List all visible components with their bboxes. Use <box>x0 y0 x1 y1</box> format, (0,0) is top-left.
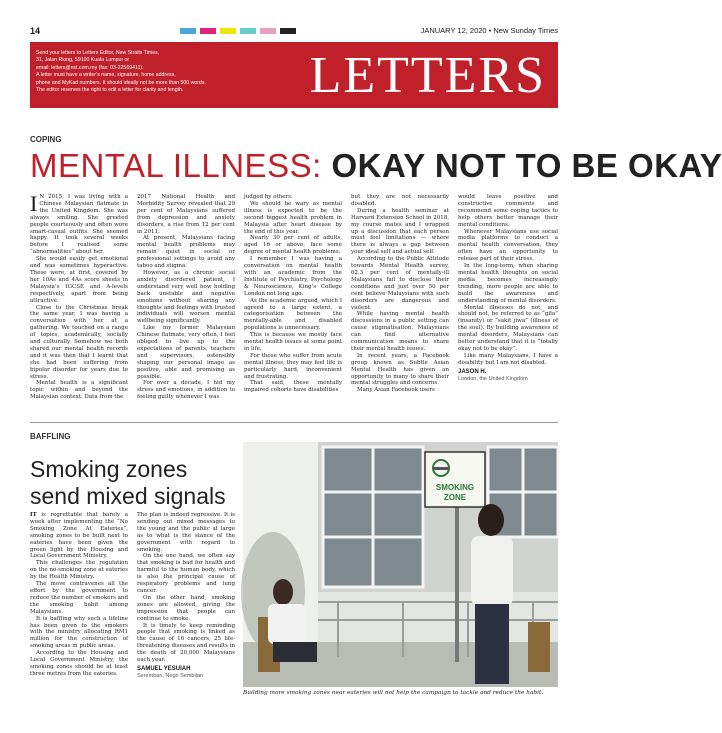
article-column <box>458 194 558 416</box>
photo-caption: Building more smoking zones near eateries will not help the campaign to tackle and reduce the habit. <box>243 690 544 696</box>
info-line: email: letters@nst.com.my (fax: 03-22569411). <box>36 64 144 71</box>
headline-line: Smoking zones <box>30 456 188 482</box>
paragraph <box>30 512 128 560</box>
paragraph: The move contravenes all the effort by the government to reduce the number of smokers and the smoking habit among Malaysians. <box>30 581 128 615</box>
page-header-bar <box>30 26 558 40</box>
headline-part: OKAY NOT TO BE OKAY <box>331 147 722 184</box>
paragraph: According to the Public Attitude towards Mental Health survey, 62.3 per cent of mentally-ill Malaysians fail to disclose their conditions and just over 50 per cent believe Malaysians with such disorders are dangerous and violent. <box>351 256 449 311</box>
headline-part: MENTAL ILLNESS: <box>30 147 332 184</box>
signature-name: JASON H. <box>458 368 487 375</box>
signature-location: London, the United Kingdom <box>458 375 528 382</box>
paragraph: For over a decade, I hid my stress and emotions, in addition to feeling guilty whenever I was <box>137 380 235 401</box>
paragraph: At present, Malaysians facing mental health problems may remain quiet in social or professional settings to avoid any taboo and stigma. <box>137 235 235 270</box>
paragraph: I remember I was having a conversation on mental health with an academic from the Institute of Psychiatry, Psychology & Neuroscience, King’s College London not long ago. <box>244 256 342 297</box>
paragraph: While having mental health discussions in a public setting can cause stigmatisation, Malaysians can find alternative communication means to share their mental health issues. <box>351 311 449 352</box>
paragraph: As the academic argued, which I agreed to a large extent, a categorisation between the mentally-able and disabled populations is unnecessary. <box>244 297 342 332</box>
paragraph: This is because we mostly face mental health issues at some point in life. <box>244 332 342 352</box>
article-column <box>137 512 235 727</box>
info-line: The editor reserves the right to edit a letter for clarity and length. <box>36 87 184 94</box>
signature-location: Seremban, Negri Sembilan <box>137 672 204 679</box>
paragraph: This challenges the regulation on the no-smoking zone at eateries by the Health Ministry. <box>30 560 128 581</box>
paragraph: Like my former Malaysian Chinese flatmate, very often, I feel obliged to live up to the expectations of parents, teachers and supervisors, ostensibly shaping our personal image as positive, able and promising as possible. <box>137 325 235 380</box>
color-registration-swatches <box>180 28 296 34</box>
photo-illustration <box>243 442 558 687</box>
paragraph: During a health seminar at Harvard Extension School in 2018, my course mates and I wrapped up a discussion that each person must feel limitations — where there is always a gap between your ideal self and actual self. <box>351 207 449 256</box>
article-column <box>137 194 235 416</box>
headline <box>30 456 230 510</box>
page-number: 14 <box>30 26 41 36</box>
section-divider <box>30 422 558 423</box>
paragraph: It is timely to keep reminding people that smoking is linked as the cause of 16 cancers, 25 life-threatening diseases and results in the death of 20,000 Malaysians each year. <box>137 622 235 664</box>
paragraph: On the other hand, smoking zones are allowed, giving the impression that people can continue to smoke. <box>137 594 235 622</box>
paragraph: According to the Housing and Local Government Ministry, the smoking zones should be at least three metres from the eateries. <box>30 650 128 677</box>
paragraph: 2017 National Health and Morbidity Survey revealed that 29 per cent of Malaysians suffered from depression and anxiety disorders, a rise from 12 per cent in 2011. <box>137 194 235 235</box>
signature-name: SAMUEL YESUIAH <box>137 665 191 672</box>
swatch <box>240 28 256 34</box>
paragraph: For those who suffer from acute mental illness, they may feel life is particularly hard, inconvenient and frustrating. <box>244 352 342 380</box>
paragraph: The plan is indeed regressive. It is sending out mixed messages to the young and the public at large as to what is the stance of the government with regard to smoking. <box>137 512 235 553</box>
article-column <box>30 512 128 727</box>
news-photo <box>243 442 558 687</box>
paragraph: but they are not necessarily disabled. <box>351 194 449 207</box>
paragraph: In the long-term, when sharing mental health thoughts on social media becomes increasingly trending, more people are able to build the awareness and understanding of mental disorders. <box>458 263 558 304</box>
lead-word: IT <box>30 512 37 518</box>
banner-info-text <box>36 50 261 94</box>
headline-line: send mixed signals <box>30 483 226 509</box>
date-line: JANUARY 12, 2020 • New Sunday Times <box>420 26 558 35</box>
paragraph: She would easily get emotional and was sometimes hyperactive. These were, at first, covered by her 10As and 4As score sheets in Malaysia’s IGCSE and A-levels respectively, apart from being attractive. <box>30 256 128 304</box>
paragraph-text: is regrettable that barely a week after implementing the “No Smoking Zone At Eateries”, smoking zones to be built next to eateries have been given the green light by the Housing and Local Government Ministry. <box>30 512 128 560</box>
swatch <box>200 28 216 34</box>
paragraph: Mental illnesses do not, and should not, be referred to as “gila” (insanity) or “sakit jiwa” (illness of the soul). By building awareness of mental disorders, Malaysians can better understand that it is “totally okay not to be okay”. <box>458 304 558 352</box>
swatch <box>260 28 276 34</box>
drop-cap: I <box>30 191 38 216</box>
kicker-label: COPING <box>30 135 62 144</box>
paragraph: judged by others. <box>244 194 293 200</box>
article-column <box>30 191 128 416</box>
section-title: LETTERS <box>309 47 546 104</box>
paragraph: Mental health is a significant topic within and beyond the Malaysian context. Data from the <box>30 380 128 401</box>
paragraph: would leave positive and constructive comments and recommend some coping tactics to help others better manage their mental conditions. <box>458 194 558 228</box>
article-column <box>351 194 449 416</box>
paragraph: N 2015, I was living with a Chinese Malaysian flatmate in the United Kingdom. She was always smiling. She greeted people courteously and often wore smart-casual outfits. She seemed happy. It took several weeks before I realised some “abnormalities” about her. <box>30 194 128 256</box>
info-line: phone and MyKad numbers. It should ideally not be more than 500 words. <box>36 79 206 86</box>
swatch <box>280 28 296 34</box>
paragraph: However, as a chronic social anxiety disordered patient, I understand very well how holding back unstable and negative emotions without sharing any thoughts and feelings with trusted individuals will worsen mental wellbeing significantly. <box>137 269 235 325</box>
headline <box>30 146 722 186</box>
paragraph: That said, these mentally impaired cohorts have disabilities <box>244 380 342 394</box>
paragraph: On the one hand, we often say that smoking is bad for health and harmful to the human body, which is also the principal cause of respiratory problems and lung cancer. <box>137 553 235 594</box>
sign-text: SMOKING <box>435 483 475 492</box>
sign-text: ZONE <box>443 493 467 502</box>
article-column <box>244 194 342 416</box>
paragraph: Nearly 30 per cent of adults, aged 16 or above, face some degree of mental health problems. <box>244 235 342 256</box>
paragraph: In recent years, a Facebook group known as Subtle Asian Mental Health has given an opportunity to many to share their mental struggles and concerns. <box>351 352 449 387</box>
paragraph: We should be wary as mental illness is expected to be the second biggest health problem in Malaysia after heart disease by the end of this year. <box>244 200 342 235</box>
paragraph: Many Asian Facebook users <box>357 387 435 394</box>
kicker-label: BAFFLING <box>30 432 71 441</box>
paragraph: Close to the Christmas break the same year, I was having a conversation with her at a gathering. We touched on a range of topics, academically, socially and culturally. Somehow we both shared our mental health records and it was then that I learnt that she had been suffering from bipolar disorder for years due to stress. <box>30 304 128 380</box>
paragraph: Whenever Malaysians use social media platforms to conduct a mental health conversation, they often have an opportunity to release part of their stress. <box>458 228 558 263</box>
paragraph: It is baffling why such a lifeline has been given to the smokers with the ministry allocating RM1 million for the construction of smoking areas in public areas. <box>30 615 128 650</box>
info-line: Send your letters to Letters Editor, New Straits Times, <box>36 50 160 56</box>
swatch <box>180 28 196 34</box>
swatch <box>220 28 236 34</box>
letters-banner <box>30 42 558 108</box>
info-line: A letter must have a writer’s name, signature, home address, <box>36 72 176 79</box>
paragraph: Like many Malaysians, I have a disability but I am not disabled. <box>458 352 558 366</box>
info-line: 31, Jalan Riong, 59100 Kuala Lumpur or <box>36 57 130 64</box>
